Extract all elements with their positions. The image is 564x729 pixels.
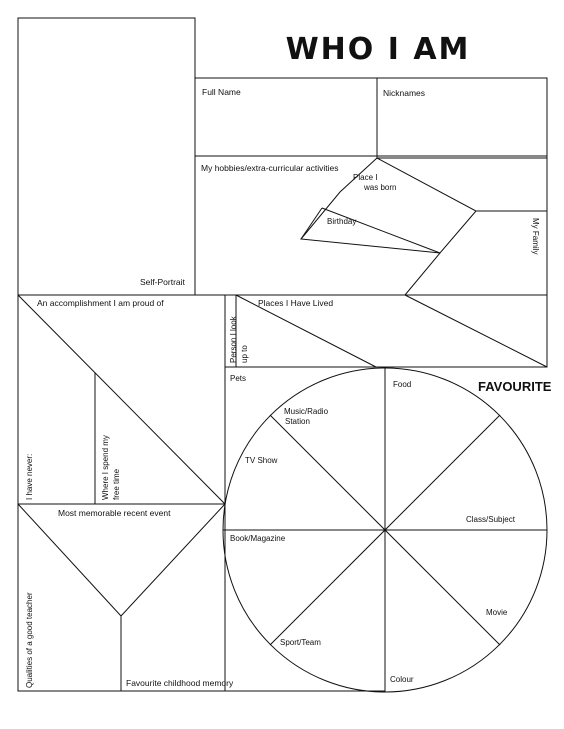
hobbies-label: My hobbies/extra-curricular activities [201,163,339,173]
birthday-label: Birthday [327,217,357,226]
childhood-memory-label: Favourite childhood memory [126,678,234,688]
person-look-up-label-2: up to [240,345,249,363]
favourite-heading: FAVOURITE [478,379,552,394]
accomplishment-diagonal [18,295,225,504]
page-title: WHO I AM [285,32,471,67]
person-look-up-label-1: Person I look [229,316,238,363]
fav-colour-label: Colour [390,675,414,684]
self-portrait-box[interactable] [18,18,195,295]
favourite-wheel[interactable] [223,368,547,692]
full-name-label: Full Name [202,87,241,97]
place-born-label-1: Place I [353,173,378,182]
pets-label: Pets [230,374,247,383]
fav-music-label-1: Music/Radio [284,407,329,416]
nicknames-label: Nicknames [383,88,426,98]
spare-time-label-2: free time [112,468,121,500]
memorable-event-funnel [18,504,225,616]
fav-food-label: Food [393,380,412,389]
birthday-left-edge [301,208,322,239]
have-never-label: I have never: [25,453,34,500]
fav-music-label-2: Station [285,417,310,426]
spare-time-label-1: Where I spend my [101,435,110,500]
fav-tv-show-label: TV Show [245,456,278,465]
fav-book-label: Book/Magazine [230,534,286,543]
places-lived-diagonal [405,295,547,367]
good-teacher-label: Qualities of a good teacher [25,592,34,688]
memorable-event-label: Most memorable recent event [58,508,171,518]
family-lower-line [405,253,440,295]
fav-movie-label: Movie [486,608,508,617]
fav-class-label: Class/Subject [466,515,515,524]
self-portrait-label: Self-Portrait [140,277,185,287]
place-born-label-2: was born [364,183,397,192]
birthday-divider [322,208,440,253]
fav-sport-label: Sport/Team [280,638,321,647]
accomplishment-label: An accomplishment I am proud of [37,298,164,308]
places-lived-label: Places I Have Lived [258,298,334,308]
my-family-label: My Family [531,218,540,255]
